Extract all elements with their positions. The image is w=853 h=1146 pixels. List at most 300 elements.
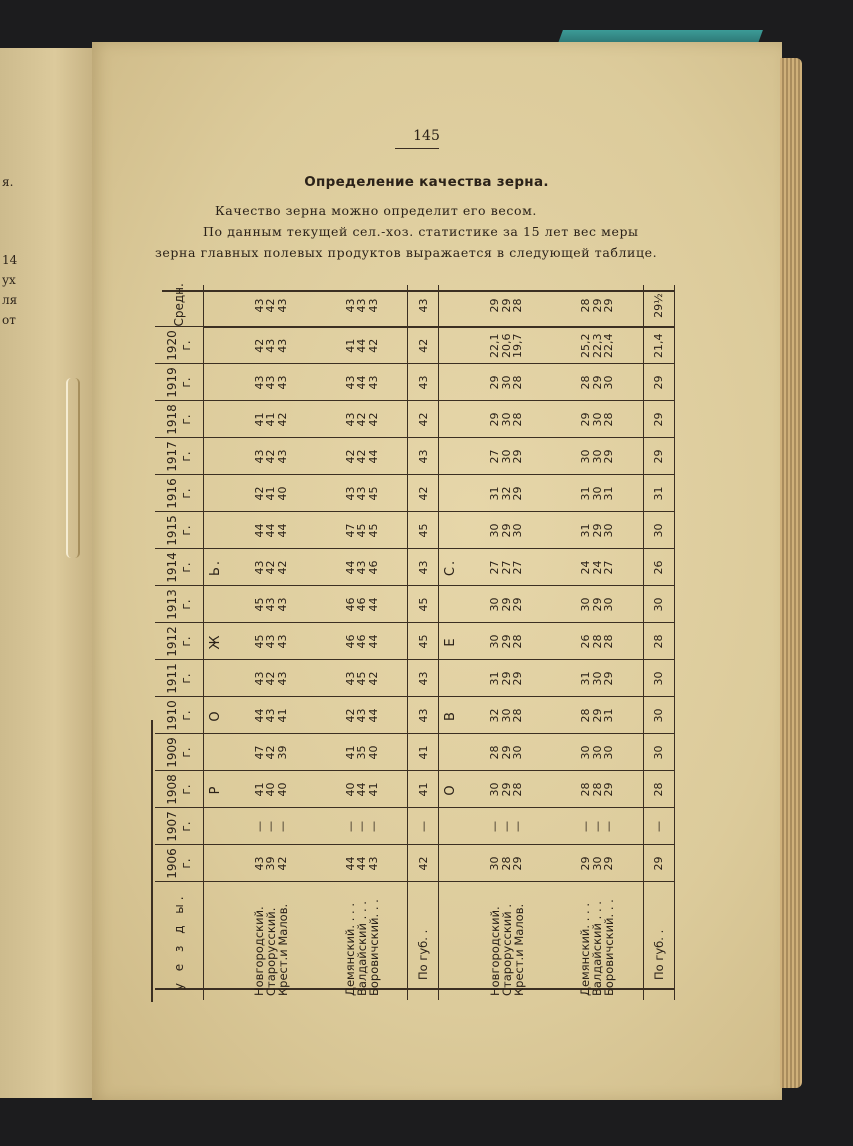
table-cell [226, 438, 316, 475]
province-total-cell: 45 [408, 623, 439, 660]
cell-value: 43 [366, 856, 380, 871]
district-name: Крест.и Малов. [276, 903, 291, 996]
table-cell [552, 734, 644, 771]
cell-value: 42 [264, 745, 278, 760]
table-cell [316, 512, 408, 549]
cell-value: — [499, 821, 513, 832]
table-cell [552, 623, 644, 660]
table-cell [552, 438, 644, 475]
cell-value: 41 [252, 782, 266, 797]
district-names [461, 882, 551, 1000]
paragraph-line: Качество зерна можно определит его весом. [215, 203, 538, 218]
province-total-label: По губ. . [408, 882, 439, 1000]
section-title-spacer [439, 475, 462, 512]
cell-value: 43 [252, 560, 266, 575]
province-total-cell: 26 [644, 549, 675, 586]
cell-value: 47 [343, 523, 357, 538]
cell-value: 43 [343, 486, 357, 501]
cell-value: 29 [590, 523, 604, 538]
facing-page-fragment: ух [2, 273, 16, 287]
average-value: 29 [499, 298, 513, 313]
section-title-spacer [204, 808, 227, 845]
cell-value: 30 [590, 486, 604, 501]
province-total-cell: 29 [644, 438, 675, 475]
cell-value: 30 [602, 597, 616, 612]
cell-value: 28 [511, 634, 525, 649]
average-cell [552, 285, 644, 327]
cell-value: 44 [252, 523, 266, 538]
cell-value: 30 [499, 375, 513, 390]
province-total-cell: 30 [644, 512, 675, 549]
district-names [316, 882, 408, 1000]
cell-value: 30 [590, 856, 604, 871]
column-header-year: 1910 г. [155, 697, 204, 734]
province-total-cell: 31 [644, 475, 675, 512]
cell-value: 43 [264, 375, 278, 390]
cell-value: 28 [579, 708, 593, 723]
table-cell [226, 475, 316, 512]
cell-value: 29 [499, 597, 513, 612]
page-crease [66, 378, 80, 558]
column-header-year: 1906 г. [155, 845, 204, 882]
average-cell [226, 285, 316, 327]
province-total-label: По губ. . [644, 882, 675, 1000]
table-cell [316, 364, 408, 401]
cell-value: 29 [511, 671, 525, 686]
cell-value: 44 [366, 634, 380, 649]
average-value: 43 [252, 298, 266, 313]
district-name: Крест.и Малов. [511, 903, 526, 996]
cell-value: 29 [499, 782, 513, 797]
cell-value: 31 [579, 523, 593, 538]
average-value: 43 [343, 298, 357, 313]
rotated-table-body [155, 285, 675, 1000]
table-cell [552, 327, 644, 364]
average-value: 43 [366, 298, 380, 313]
cell-value: — [343, 821, 357, 832]
province-total-cell: 42 [408, 475, 439, 512]
section-title-spacer [439, 660, 462, 697]
province-total-cell: 43 [408, 660, 439, 697]
cell-value: 44 [343, 856, 357, 871]
cell-value: — [511, 821, 525, 832]
province-total-cell: 28 [644, 623, 675, 660]
cell-value: 32 [488, 708, 502, 723]
section-title-row [439, 285, 462, 1000]
cell-value: 29 [590, 375, 604, 390]
table-cell [316, 771, 408, 808]
cell-value: 29 [511, 486, 525, 501]
cell-value: 31 [602, 708, 616, 723]
cell-value: 42 [366, 671, 380, 686]
cell-value: 32 [499, 486, 513, 501]
cell-value: 29 [499, 634, 513, 649]
district-group-row [316, 285, 408, 1000]
section-title-letter: В [439, 697, 462, 734]
cell-value: 42 [275, 412, 289, 427]
cell-value: 45 [355, 671, 369, 686]
section-title-spacer [439, 882, 462, 1000]
table-cell [461, 401, 551, 438]
district-name: Валдайский . . . [354, 901, 369, 996]
district-name: Старорусский. [264, 907, 279, 996]
table-cell [226, 771, 316, 808]
cell-value: — [488, 821, 502, 832]
table-cell [226, 549, 316, 586]
district-name: Демянский. . . . [342, 903, 357, 996]
cell-value: 22,3 [590, 333, 604, 358]
cell-value: 43 [264, 338, 278, 353]
cell-value: 35 [355, 745, 369, 760]
average-value: 29 [590, 298, 604, 313]
table-cell [226, 660, 316, 697]
cell-value: 28 [602, 412, 616, 427]
province-total-cell: 43 [408, 438, 439, 475]
cell-value: 41 [252, 412, 266, 427]
province-total-cell: — [644, 808, 675, 845]
page-number-rule [395, 148, 439, 149]
average-value: 29 [602, 298, 616, 313]
cell-value: 47 [252, 745, 266, 760]
cell-value: — [264, 821, 278, 832]
column-header-year: 1920 г. [155, 327, 204, 364]
cell-value: 44 [366, 597, 380, 612]
section-title-spacer [439, 734, 462, 771]
section-title-letter: О [204, 697, 227, 734]
cell-value: 29 [590, 708, 604, 723]
section-title-letter: Ь. [204, 549, 227, 586]
cell-value: 29 [511, 449, 525, 464]
cell-value: 28 [590, 634, 604, 649]
cell-value: 27 [602, 560, 616, 575]
cell-value: 42 [355, 449, 369, 464]
section-title-spacer [204, 285, 227, 327]
cell-value: — [579, 821, 593, 832]
district-name: Демянский. . . . [578, 903, 593, 996]
cell-value: 44 [355, 375, 369, 390]
cell-value: 30 [511, 523, 525, 538]
facing-page-fragment: 14 [2, 253, 18, 267]
cell-value: 42 [252, 338, 266, 353]
section-title-spacer [204, 401, 227, 438]
cell-value: 29 [499, 523, 513, 538]
cell-value: 28 [511, 412, 525, 427]
table-cell [316, 734, 408, 771]
province-total-cell: 29 [644, 845, 675, 882]
district-name: Новгородский. [252, 906, 267, 996]
cell-value: 30 [590, 412, 604, 427]
province-total-cell: 43 [408, 364, 439, 401]
cell-value: 27 [488, 449, 502, 464]
column-header-year: 1912 г. [155, 623, 204, 660]
page-number: 145 [413, 128, 440, 144]
average-value: 28 [579, 298, 593, 313]
table-cell [316, 327, 408, 364]
cell-value: 30 [488, 634, 502, 649]
cell-value: 29 [590, 597, 604, 612]
table-cell [461, 623, 551, 660]
average-value: 43 [275, 298, 289, 313]
column-header-year: 1911 г. [155, 660, 204, 697]
cell-value: 40 [343, 782, 357, 797]
cell-value: 42 [343, 449, 357, 464]
province-total-average: 43 [408, 285, 439, 327]
cell-value: 44 [264, 523, 278, 538]
cell-value: 44 [366, 708, 380, 723]
province-total-cell: 43 [408, 697, 439, 734]
cell-value: 29 [511, 597, 525, 612]
cell-value: 42 [264, 671, 278, 686]
table-cell [552, 808, 644, 845]
cell-value: 44 [355, 338, 369, 353]
cell-value: 46 [366, 560, 380, 575]
cell-value: 28 [511, 782, 525, 797]
section-title-letter: Р [204, 771, 227, 808]
province-total-cell: 45 [408, 512, 439, 549]
table-cell [316, 660, 408, 697]
cell-value: 41 [264, 486, 278, 501]
province-total-row [408, 285, 439, 1000]
cell-value: 27 [499, 560, 513, 575]
cell-value: 43 [275, 597, 289, 612]
cell-value: 30 [602, 375, 616, 390]
cell-value: 29 [602, 782, 616, 797]
table-cell [552, 845, 644, 882]
province-total-cell: 29 [644, 364, 675, 401]
cell-value: 25,2 [579, 333, 593, 358]
table-cell [552, 401, 644, 438]
cell-value: 43 [355, 708, 369, 723]
cell-value: 43 [275, 338, 289, 353]
column-header-year: 1909 г. [155, 734, 204, 771]
table-cell [552, 364, 644, 401]
paragraph-line: зерна главных полевых продуктов выражается в следующей таблице. [155, 245, 658, 260]
cell-value: 30 [499, 708, 513, 723]
cell-value: 42 [275, 560, 289, 575]
cell-value: 29 [602, 671, 616, 686]
cell-value: 30 [579, 449, 593, 464]
column-header-year: 1919 г. [155, 364, 204, 401]
cell-value: — [366, 821, 380, 832]
table-cell [461, 364, 551, 401]
table-cell [226, 808, 316, 845]
province-total-cell: 21,4 [644, 327, 675, 364]
cell-value: 40 [275, 486, 289, 501]
section-title-spacer [204, 327, 227, 364]
column-header-year: 1915 г. [155, 512, 204, 549]
table-cell [226, 586, 316, 623]
table-cell [316, 586, 408, 623]
cell-value: 28 [590, 782, 604, 797]
average-value: 28 [511, 298, 525, 313]
section-title-spacer [204, 364, 227, 401]
province-total-cell: 42 [408, 845, 439, 882]
province-total-cell: 41 [408, 771, 439, 808]
table-cell [552, 660, 644, 697]
section-title-spacer [204, 734, 227, 771]
cell-value: 43 [264, 708, 278, 723]
cell-value: 30 [579, 745, 593, 760]
cell-value: 24 [590, 560, 604, 575]
cell-value: 42 [366, 338, 380, 353]
cell-value: 44 [355, 856, 369, 871]
district-group-row [226, 285, 316, 1000]
cell-value: — [355, 821, 369, 832]
section-title-spacer [204, 660, 227, 697]
table-cell [226, 512, 316, 549]
cell-value: 43 [252, 449, 266, 464]
cell-value: 42 [264, 560, 278, 575]
cell-value: 29 [488, 375, 502, 390]
cell-value: 41 [275, 708, 289, 723]
cell-value: 29 [602, 856, 616, 871]
section-title-spacer [204, 845, 227, 882]
table-cell [316, 549, 408, 586]
section-title-spacer [204, 586, 227, 623]
cell-value: 30 [579, 597, 593, 612]
section-title-spacer [204, 882, 227, 1000]
cell-value: 44 [355, 782, 369, 797]
grain-weight-table [155, 285, 675, 1000]
column-header-year: 1907 г. [155, 808, 204, 845]
cell-value: 45 [366, 486, 380, 501]
cell-value: 24 [579, 560, 593, 575]
facing-page-fragment: ля [2, 293, 18, 307]
province-total-row [644, 285, 675, 1000]
cell-value: 29 [579, 856, 593, 871]
cell-value: 43 [275, 634, 289, 649]
cell-value: 39 [275, 745, 289, 760]
cell-value: 27 [488, 560, 502, 575]
table-cell [461, 549, 551, 586]
section-title-row [204, 285, 227, 1000]
facing-page-fragment: я. [2, 175, 14, 189]
table-cell [226, 734, 316, 771]
table-cell [316, 438, 408, 475]
cell-value: 42 [343, 708, 357, 723]
table-cell [316, 623, 408, 660]
table-cell [461, 586, 551, 623]
cell-value: 29 [499, 745, 513, 760]
cell-value: 43 [275, 375, 289, 390]
cell-value: 46 [343, 597, 357, 612]
column-header-year: 1917 г. [155, 438, 204, 475]
province-total-cell: 29 [644, 401, 675, 438]
cell-value: 40 [275, 782, 289, 797]
section-title-letter: Ж [204, 623, 227, 660]
district-name: Новгородский. [487, 906, 502, 996]
column-header-districts: у е з д ы. [155, 882, 204, 1000]
table-cell [226, 845, 316, 882]
facing-page-fragment: от [2, 313, 16, 327]
district-name: Боровичский. . . [602, 899, 617, 996]
cell-value: 31 [579, 486, 593, 501]
cell-value: 30 [590, 745, 604, 760]
cell-value: 46 [355, 597, 369, 612]
section-title-spacer [439, 845, 462, 882]
table-cell [316, 845, 408, 882]
cell-value: 42 [355, 412, 369, 427]
cell-value: 43 [252, 856, 266, 871]
table-cell [316, 401, 408, 438]
cell-value: 30 [488, 856, 502, 871]
cell-value: — [602, 821, 616, 832]
section-title-spacer [204, 475, 227, 512]
cell-value: 45 [355, 523, 369, 538]
section-title-spacer [439, 586, 462, 623]
table-cell [461, 438, 551, 475]
section-title-spacer [439, 512, 462, 549]
cell-value: 30 [590, 449, 604, 464]
cell-value: 29 [499, 671, 513, 686]
cell-value: 44 [343, 560, 357, 575]
table-cell [461, 660, 551, 697]
cell-value: 43 [252, 375, 266, 390]
cell-value: 28 [488, 745, 502, 760]
cell-value: 30 [511, 745, 525, 760]
table-cell [552, 475, 644, 512]
section-title-letter: Е [439, 623, 462, 660]
cell-value: — [275, 821, 289, 832]
column-header-year: 1908 г. [155, 771, 204, 808]
cell-value: 46 [343, 634, 357, 649]
cell-value: 28 [579, 375, 593, 390]
district-group-row [461, 285, 551, 1000]
table-cell [226, 364, 316, 401]
province-total-cell: 30 [644, 586, 675, 623]
average-value: 42 [264, 298, 278, 313]
district-name: Валдайский . . . [590, 901, 605, 996]
cell-value: 46 [355, 634, 369, 649]
cell-value: 42 [252, 486, 266, 501]
section-title-letter: С. [439, 549, 462, 586]
table-cell [461, 512, 551, 549]
cell-value: 43 [343, 412, 357, 427]
facing-page-edge [0, 48, 93, 1098]
cell-value: 43 [366, 375, 380, 390]
cell-value: 31 [488, 671, 502, 686]
table-cell [461, 808, 551, 845]
table-cell [226, 697, 316, 734]
cell-value: 41 [343, 745, 357, 760]
cell-value: 28 [511, 708, 525, 723]
cell-value: 43 [275, 449, 289, 464]
section-title-letter: О [439, 771, 462, 808]
province-total-cell: 30 [644, 734, 675, 771]
cell-value: 27 [511, 560, 525, 575]
province-total-cell: 28 [644, 771, 675, 808]
district-name: Боровичский. . . [366, 899, 381, 996]
column-header-year: 1918 г. [155, 401, 204, 438]
cell-value: 31 [488, 486, 502, 501]
section-title-spacer [439, 808, 462, 845]
table-cell [226, 623, 316, 660]
section-title-spacer [204, 512, 227, 549]
district-name: Старорусский . [499, 903, 514, 996]
cell-value: 42 [275, 856, 289, 871]
table-cell [461, 734, 551, 771]
cell-value: 41 [366, 782, 380, 797]
section-title-spacer [439, 364, 462, 401]
cell-value: 29 [488, 412, 502, 427]
district-names [552, 882, 644, 1000]
cell-value: 29 [579, 412, 593, 427]
cell-value: 42 [264, 449, 278, 464]
section-title-spacer [439, 327, 462, 364]
cell-value: 44 [366, 449, 380, 464]
cell-value: 44 [275, 523, 289, 538]
province-total-cell: 41 [408, 734, 439, 771]
